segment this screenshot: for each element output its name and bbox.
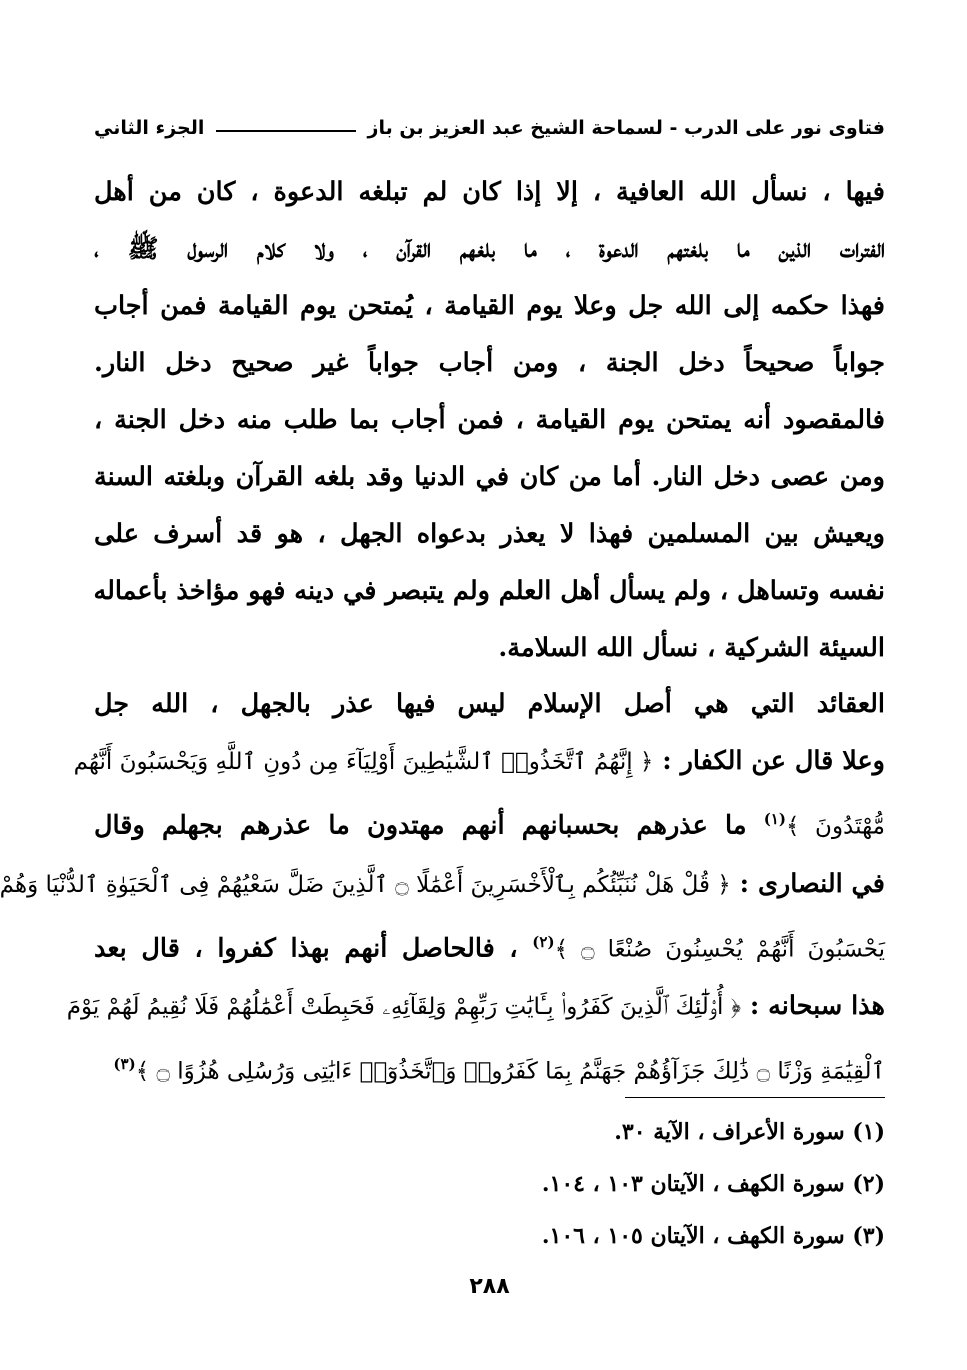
header-book-title: فتاوى نور على الدرب - لسماحة الشيخ عبد العزيز بن باز [367, 117, 885, 139]
quran-verse: ﴿ إِنَّهُمُ ٱتَّخَذُوا۟ ٱلشَّيَٰطِينَ أَوْلِيَآءَ مِن دُونِ ٱللَّهِ وَيَحْسَبُونَ أَنَّهُم [73, 749, 654, 775]
text-line: فهذا حكمه إلى الله جل وعلا يوم القيامة ، يُمتحن يوم القيامة فمن أجاب [94, 291, 885, 321]
header-part: الجزء الثاني [94, 117, 205, 139]
text-line: فالمقصود أنه يمتحن يوم القيامة ، فمن أجاب بما طلب منه دخل الجنة ، [94, 405, 885, 435]
quran-verse: ﴿ قُلْ هَلْ نُنَبِّئُكُم بِٱلْأَخْسَرِينَ أَعْمَٰلًا ۝ ٱلَّذِينَ ضَلَّ سَعْيُهُمْ فِى ٱلْحَيَوٰةِ ٱلدُّنْيَا وَهُمْ [0, 871, 731, 898]
footnote-ref: (٣) [113, 1055, 136, 1073]
line-text: ، فالحاصل أنهم بهذا كفروا ، قال بعد [94, 933, 518, 963]
text-line [0, 856, 885, 914]
text-line [94, 791, 885, 856]
text-line [66, 978, 885, 1036]
footnotes [94, 1106, 885, 1262]
quran-verse: مُّهْتَدُونَ ﴾ [785, 813, 885, 840]
line-text: ما عذرهم بحسبانهم أنهم مهتدون ما عذرهم بجهلم وقال [94, 810, 747, 841]
footnote-ref: (٢) [532, 932, 555, 951]
text-line [73, 733, 885, 791]
text-line: فيها ، نسأل الله العافية ، إلا إذا كان لم تبلغه الدعوة ، كان من أهل [94, 177, 885, 207]
line-text: وعلا قال عن الكفار : [662, 746, 885, 776]
footnote-ref: (١) [763, 810, 786, 828]
text-line: ويعيش بين المسلمين فهذا لا يعذر بدعواه الجهل ، هو قد أسرف على [94, 519, 885, 549]
header-rule [216, 130, 355, 132]
running-header [94, 108, 885, 148]
text-line: الفترات الذين ما بلغتهم الدعوة ، ما بلغهم القرآن ، ولا كلام الرسول ﷺ ، [94, 234, 885, 264]
line-text: هذا سبحانه : [749, 991, 885, 1021]
paragraph-2 [0, 676, 885, 1101]
paragraph-1 [94, 164, 885, 677]
quran-verse: ﴿ أُو۟لَٰٓئِكَ ٱلَّذِينَ كَفَرُوا۟ بِـَٔايَٰتِ رَبِّهِمْ وَلِقَآئِهِۦ فَحَبِطَتْ أَعْمَٰلُهُمْ فَلَا نُقِيمُ لَهُمْ يَوْمَ [66, 994, 741, 1020]
text-line: ومن عصى دخل النار. أما من كان في الدنيا وقد بلغه القرآن وبلغته السنة [94, 462, 885, 492]
page-number: ٢٨٨ [469, 1274, 510, 1299]
text-line: العقائد التي هي أصل الإسلام ليس فيها عذر بالجهل ، الله جل [94, 689, 885, 719]
footnote: (٣) سورة الكهف ، الآيتان ١٠٥ ، ١٠٦. [541, 1223, 885, 1249]
footnote: (١) سورة الأعراف ، الآية ٣٠. [614, 1119, 885, 1145]
text-line: السيئة الشركية ، نسأل الله السلامة. [498, 633, 885, 663]
footnote: (٢) سورة الكهف ، الآيتان ١٠٣ ، ١٠٤. [541, 1171, 885, 1197]
text-line: نفسه وتساهل ، ولم يسأل أهل العلم ولم يتبصر في دينه فهو مؤاخذ بأعماله [93, 576, 885, 606]
text-line [94, 914, 885, 979]
text-line: جواباً صحيحاً دخل الجنة ، ومن أجاب جواباً غير صحيح دخل النار. [94, 348, 885, 378]
text-line [94, 1036, 885, 1101]
quran-verse: يَحْسَبُونَ أَنَّهُمْ يُحْسِنُونَ صُنْعًا ۝ ﴾ [554, 936, 885, 962]
quran-verse: ٱلْقِيَٰمَةِ وَزْنًا ۝ ذَٰلِكَ جَزَآؤُهُمْ جَهَنَّمُ بِمَا كَفَرُوا۟ وَٱتَّخَذُوٓا۟ ءَايَٰتِى وَرُسُلِى هُزُوًا ۝ ﴾ [135, 1058, 885, 1085]
line-text: في النصارى : [739, 868, 885, 899]
footnote-rule [625, 1097, 885, 1098]
